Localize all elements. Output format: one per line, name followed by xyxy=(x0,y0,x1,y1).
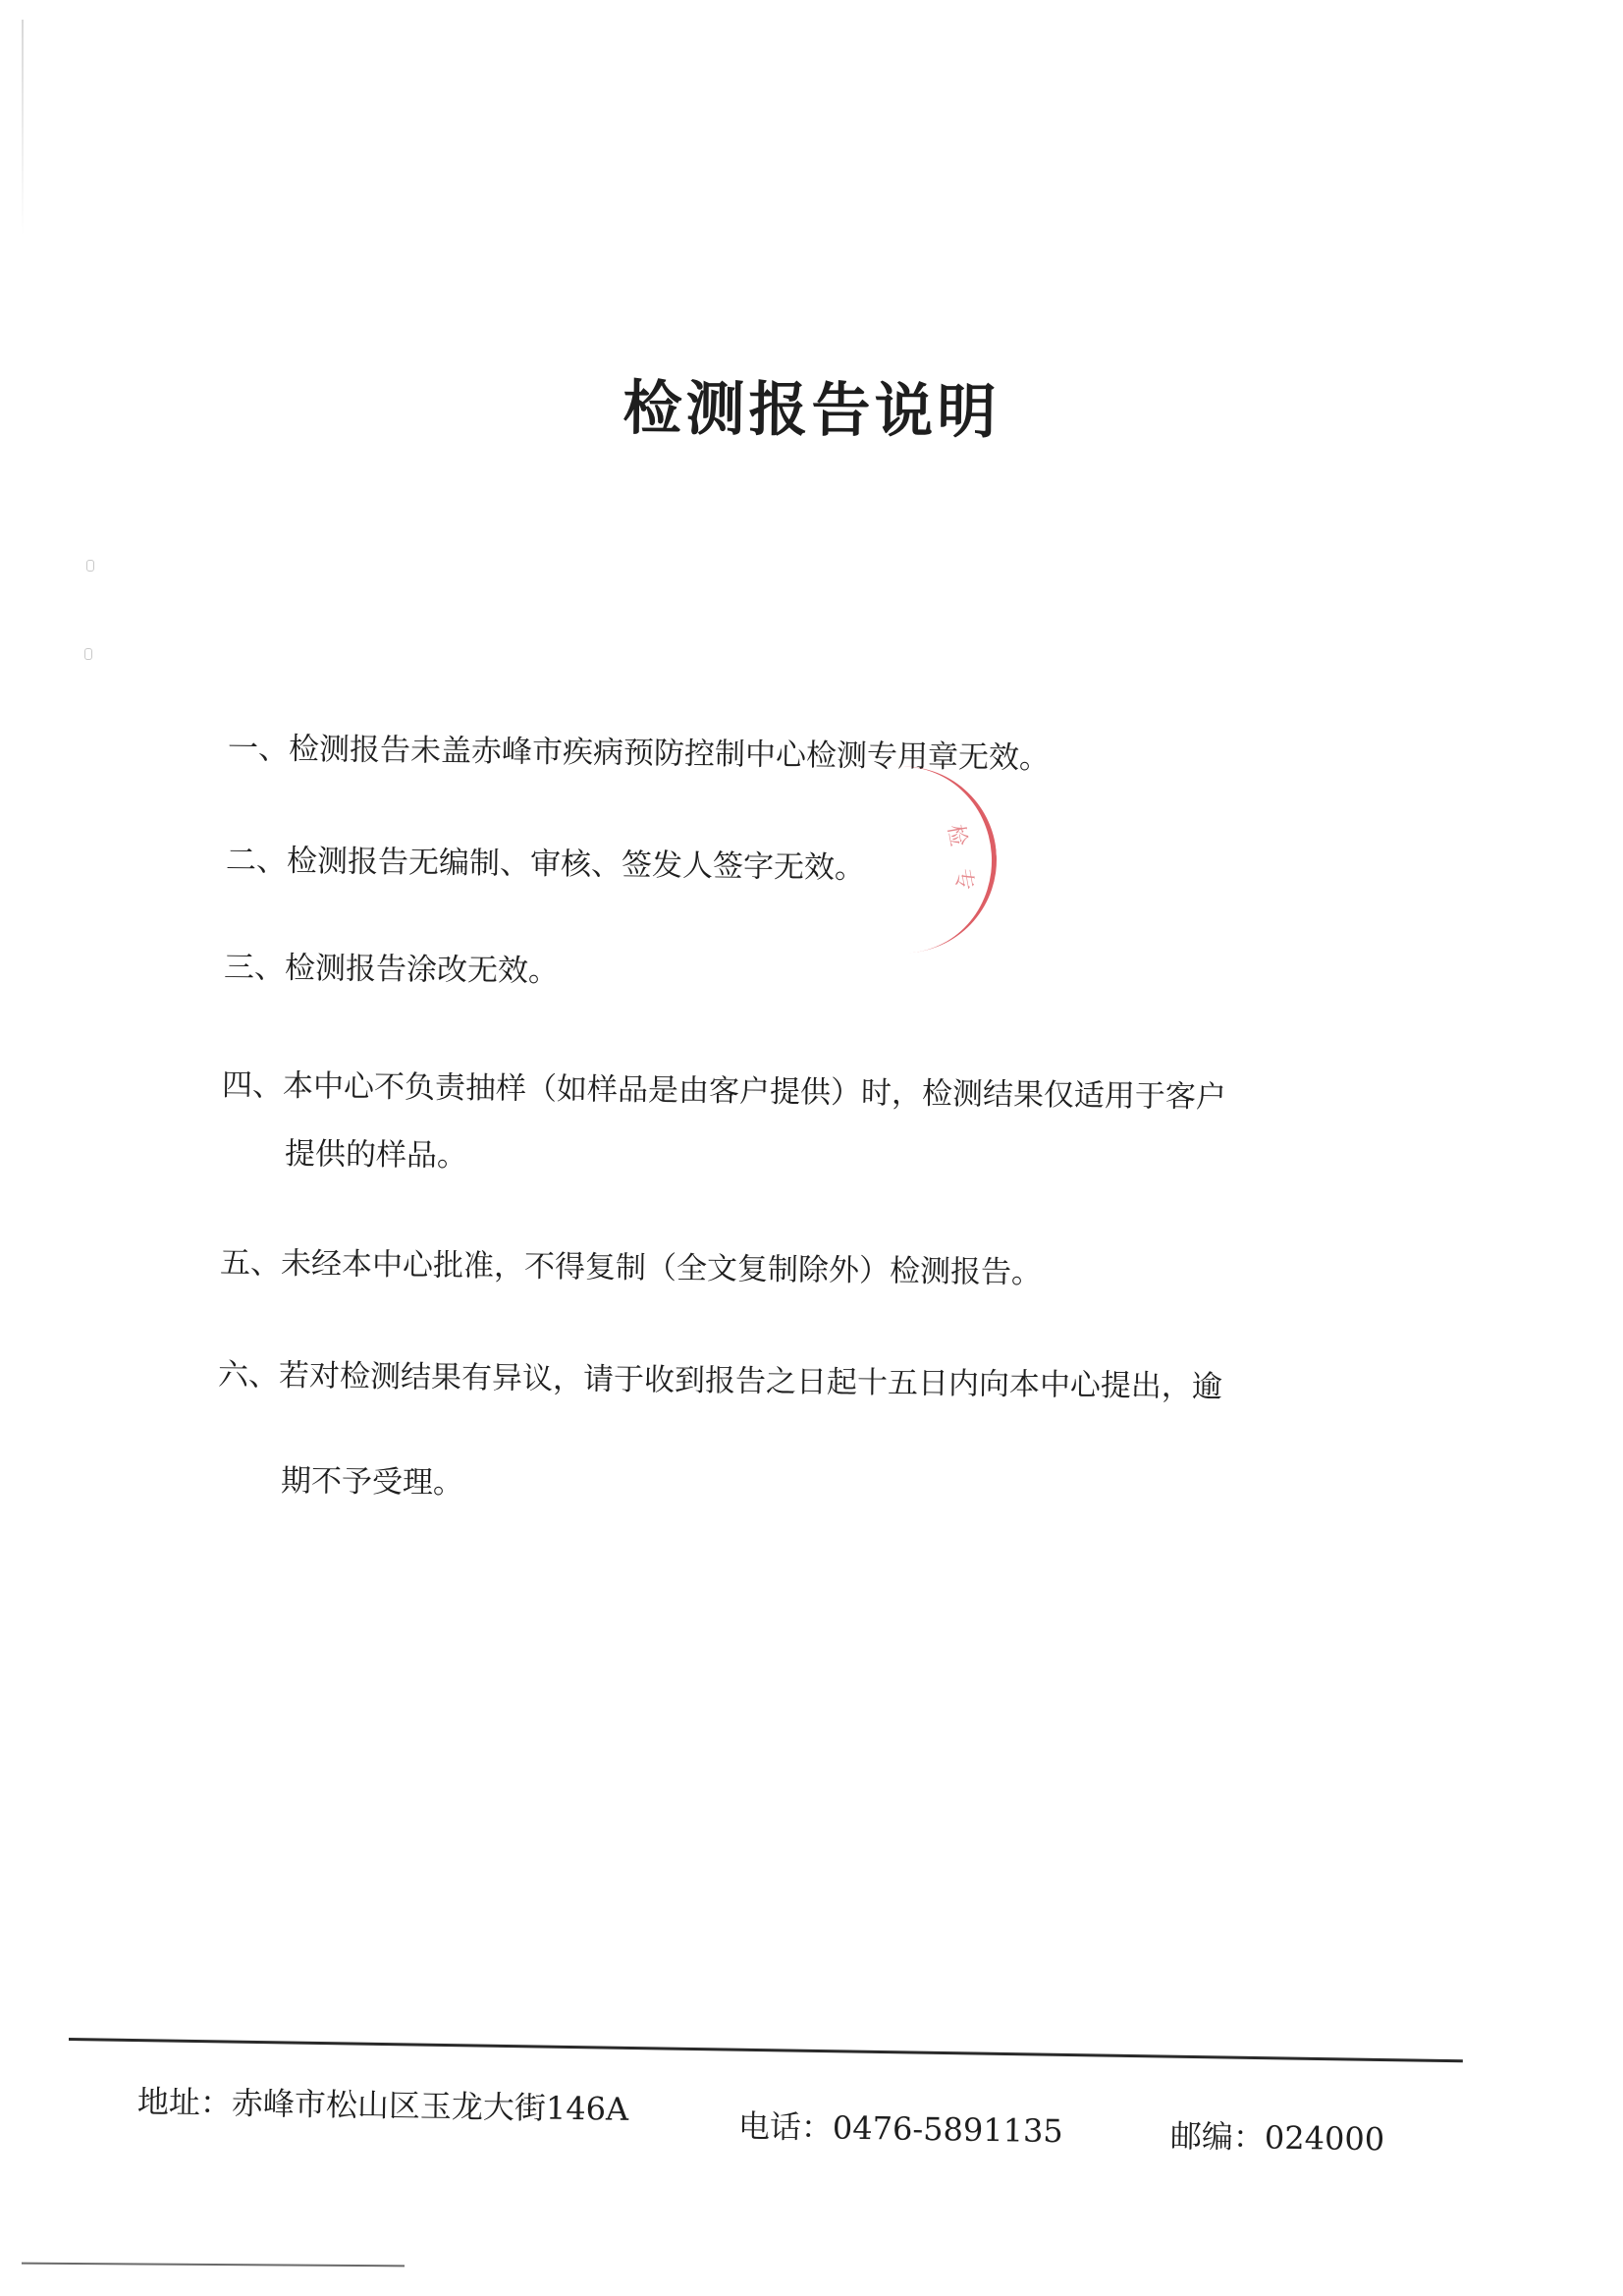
footer-phone xyxy=(738,2102,1063,2152)
clause-6-continuation: 期不予受理。 xyxy=(280,1463,464,1502)
stamp-fragment: 专 xyxy=(948,866,978,893)
clause-number: 四、 xyxy=(221,1067,284,1104)
red-stamp-seal xyxy=(819,760,1003,958)
address-value: 赤峰市松山区玉龙大街146A xyxy=(231,2084,629,2128)
clause-text: 若对检测结果有异议，请于收到报告之日起十五日内向本中心提出，逾 xyxy=(278,1357,1223,1405)
scan-dot-artifact xyxy=(84,648,92,660)
stamp-fragment: 检 xyxy=(942,822,971,848)
clause-4 xyxy=(222,1066,1226,1117)
phone-value: 0476-5891135 xyxy=(832,2108,1064,2151)
clause-5 xyxy=(220,1243,1042,1292)
clause-number: 三、 xyxy=(223,950,286,986)
footer-divider xyxy=(69,2038,1463,2062)
clause-text: 本中心不负责抽样（如样品是由客户提供）时，检测结果仅适用于客户 xyxy=(282,1067,1227,1116)
footer-address xyxy=(137,2077,629,2130)
clause-6 xyxy=(218,1355,1222,1406)
clause-text: 未经本中心批准，不得复制（全文复制除外）检测报告。 xyxy=(280,1245,1043,1291)
clause-3 xyxy=(224,948,559,991)
bottom-scan-line xyxy=(22,2263,405,2268)
clause-text: 检测报告涂改无效。 xyxy=(284,950,560,990)
clause-number: 六、 xyxy=(217,1357,280,1394)
clause-number: 五、 xyxy=(219,1245,282,1282)
postcode-label: 邮编： xyxy=(1169,2117,1266,2157)
scan-edge-artifact xyxy=(22,20,24,236)
footer-postcode xyxy=(1170,2111,1385,2159)
clause-4-continuation: 提供的样品。 xyxy=(284,1136,468,1175)
clause-text: 检测报告无编制、审核、签发人签字无效。 xyxy=(286,843,866,886)
phone-label: 电话： xyxy=(737,2107,834,2147)
address-label: 地址： xyxy=(136,2083,233,2122)
clause-number: 二、 xyxy=(225,843,288,879)
clause-2 xyxy=(226,841,865,888)
page-title: 检测报告说明 xyxy=(622,373,1001,448)
scan-dot-artifact xyxy=(86,560,94,572)
clause-text: 检测报告未盖赤峰市疾病预防控制中心检测专用章无效。 xyxy=(288,731,1051,777)
clause-number: 一、 xyxy=(227,731,290,767)
postcode-value: 024000 xyxy=(1264,2118,1385,2159)
